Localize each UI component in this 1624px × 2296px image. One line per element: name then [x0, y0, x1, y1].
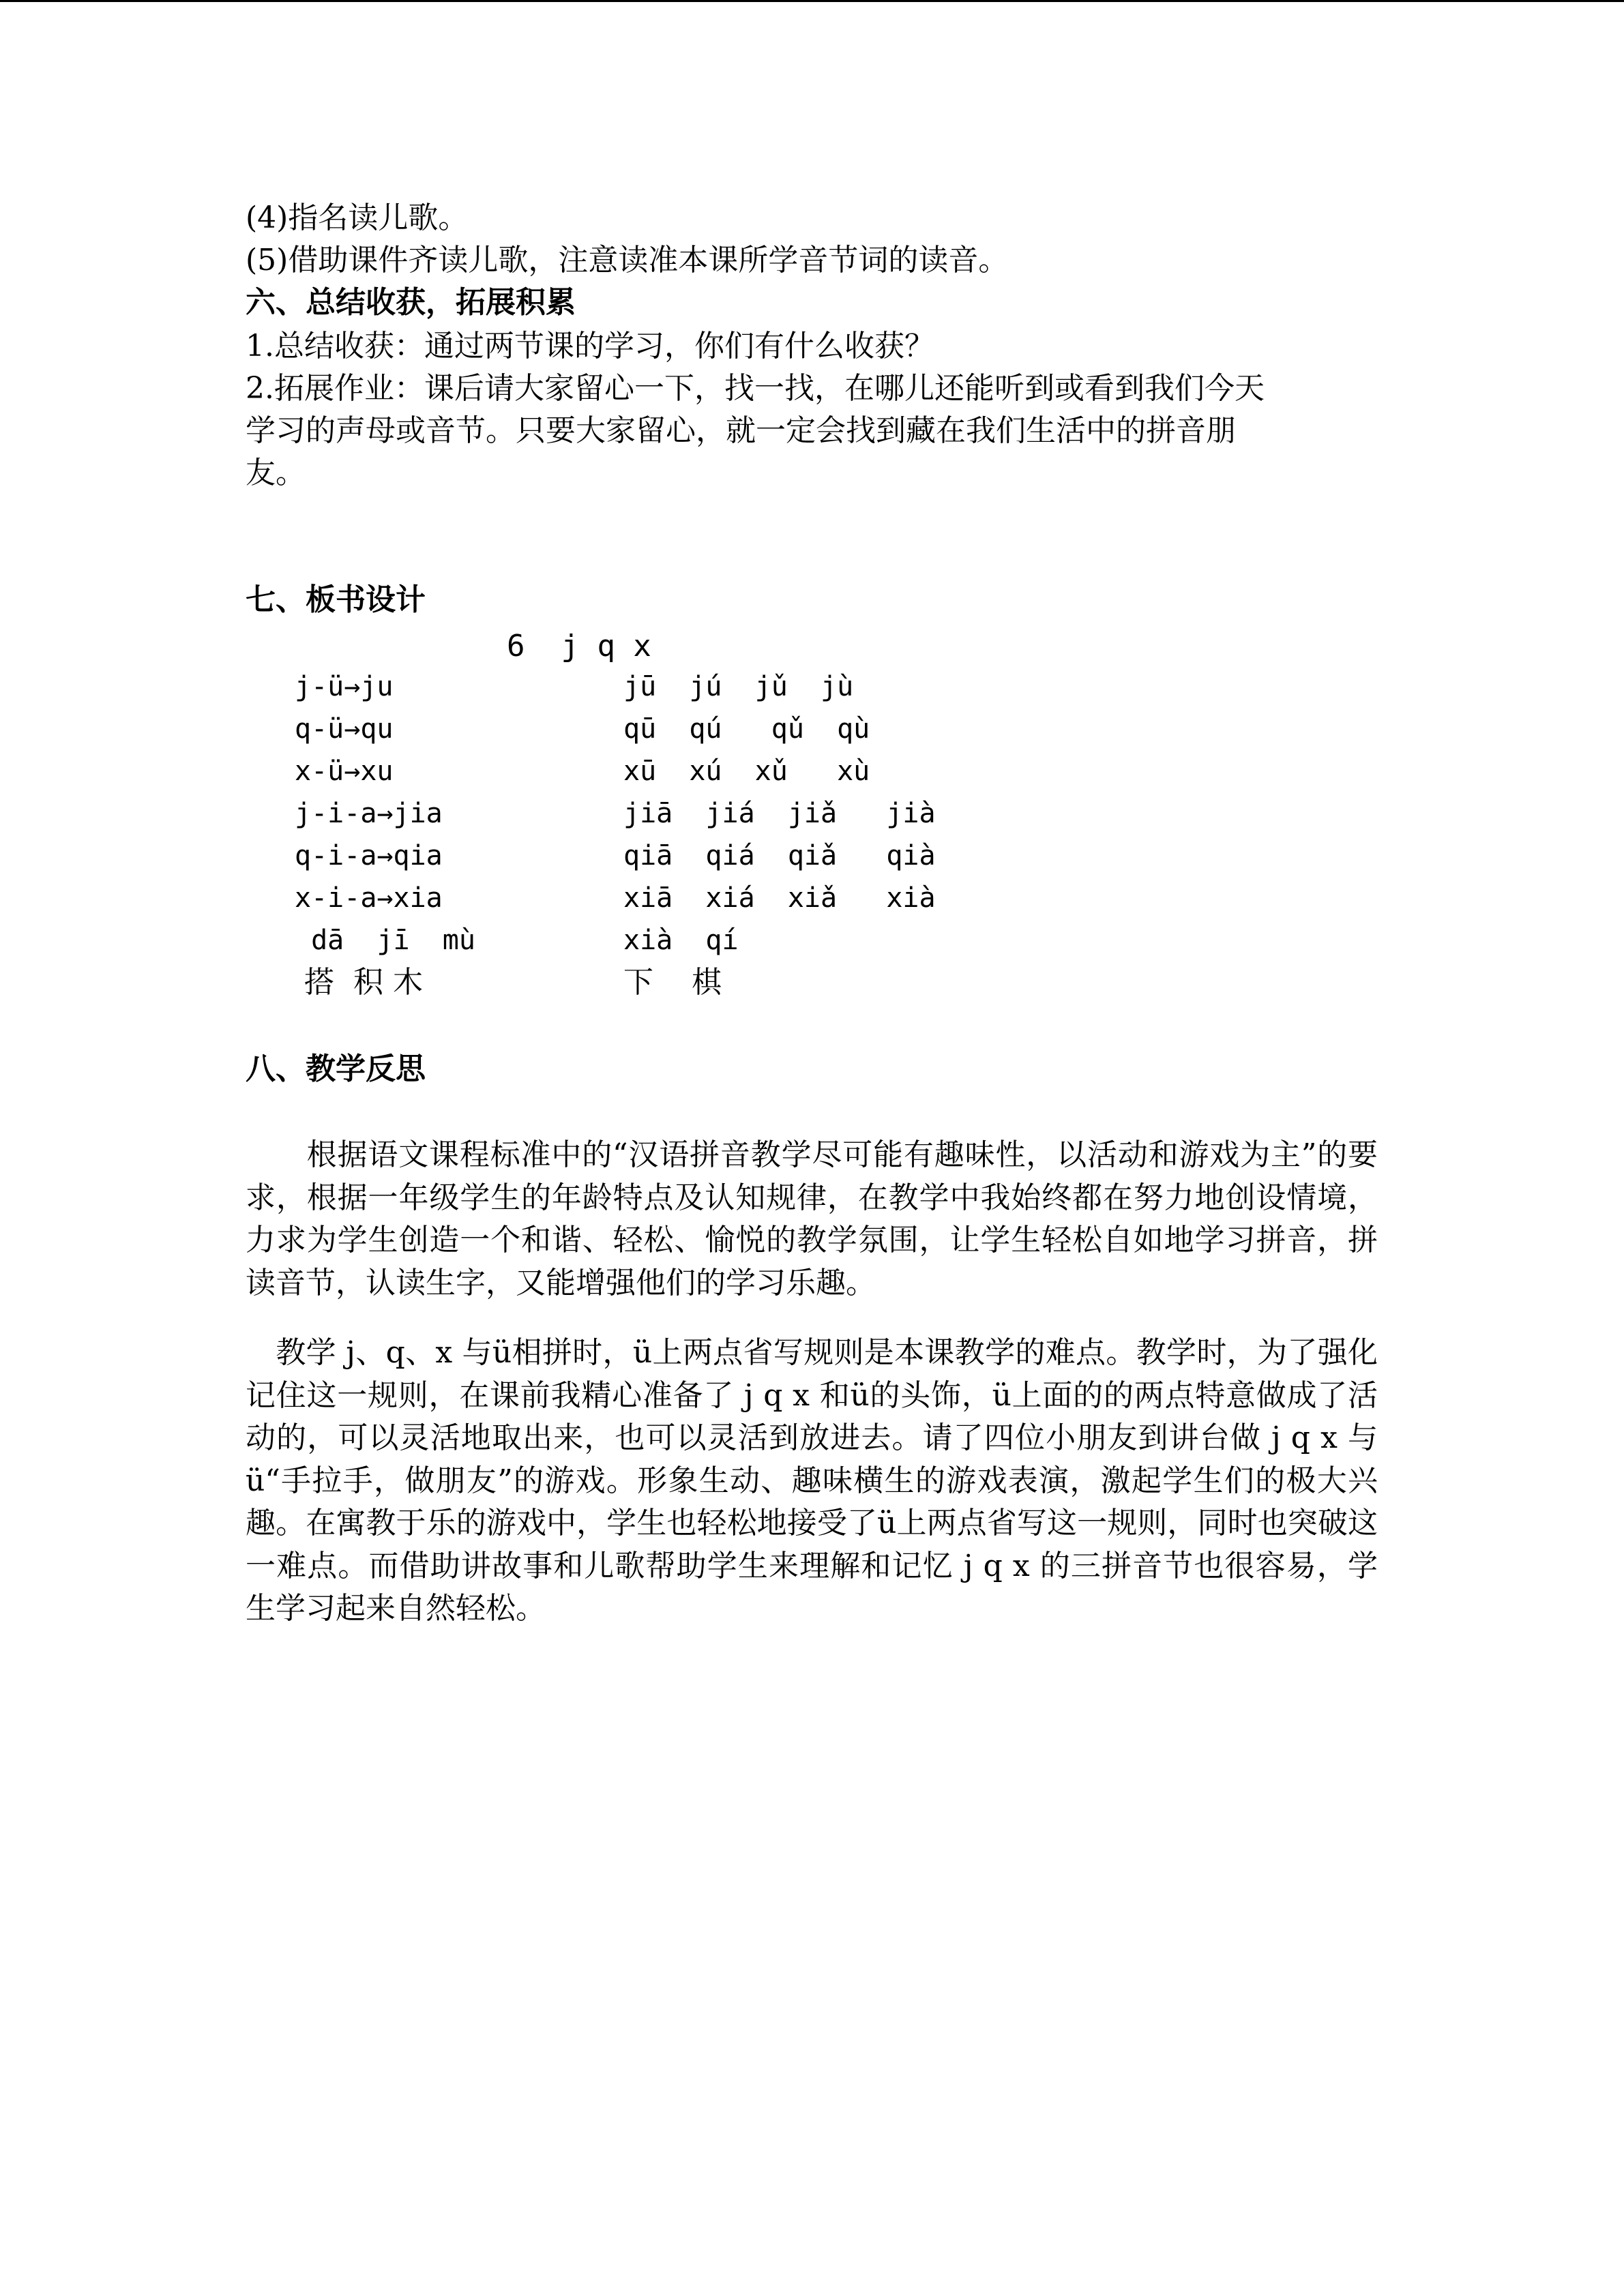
board-left-row-8: 搭 积 木 [295, 965, 423, 1000]
board-right-row-4: jiā jiá jiǎ jià [623, 798, 936, 829]
board-title: 6 j q x [507, 629, 651, 664]
board-left-row-2: q-ü→qu [295, 713, 394, 745]
board-left-row-1: j-ü→ju [295, 671, 394, 702]
board-left-row-6: x-i-a→xia [295, 882, 443, 914]
board-right-row-6: xiā xiá xiǎ xià [623, 882, 936, 914]
board-right-row-5: qiā qiá qiǎ qià [623, 840, 936, 871]
board-left-row-5: q-i-a→qia [295, 840, 443, 871]
section-6-item-1: 1.总结收获：通过两节课的学习，你们有什么收获？ [246, 329, 934, 363]
section-6-heading: 六、总结收获，拓展积累 [246, 285, 576, 320]
board-right-row-1: jū jú jǔ jù [623, 671, 854, 702]
reflection-paragraph-2: 教学 j、q、x 与ü相拼时，ü上两点省写规则是本课教学的难点。教学时，为了强化记住这一规则，在课前我精心准备了 j q x 和ü的头饰，ü上面的的两点特意做成了活动的，可以灵活地取出来，也可以灵活到放进去。请了四位小朋友到讲台做 j q x 与ü“手拉手，做朋友”的游戏。形象生动、趣味横生的游戏表演，激起学生们的极大兴趣。在寓教于乐的游戏中，学生也轻松地接受了ü上两点省写这一规则，同时也突破这一难点。而借助讲故事和儿歌帮助学生来理解和记忆 j q x 的三拼音节也很容易，学生学习起来自然轻松。 [246, 1335, 1378, 1626]
board-left-row-7: dā jī mù [295, 925, 475, 956]
step-4-text: (4)指名读儿歌。 [246, 200, 469, 235]
board-right-row-3: xū xú xǔ xù [623, 756, 870, 787]
section-8-heading: 八、教学反思 [246, 1052, 426, 1086]
board-right-row-2: qū qú qǔ qù [623, 713, 870, 745]
section-7-heading: 七、板书设计 [246, 582, 426, 617]
board-right-row-8: 下 棋 [623, 965, 722, 1000]
section-6-item-2-line-1: 2.拓展作业：课后请大家留心一下，找一找，在哪儿还能听到或看到我们今天 [246, 371, 1265, 406]
board-left-row-3: x-ü→xu [295, 756, 394, 787]
reflection-paragraph-1: 根据语文课程标准中的“汉语拼音教学尽可能有趣味性，以活动和游戏为主”的要求，根据一年级学生的年龄特点及认知规律，在教学中我始终都在努力地创设情境，力求为学生创造一个和谐、轻松、愉悦的教学氛围，让学生轻松自如地学习拼音，拼读音节，认读生字，又能增强他们的学习乐趣。 [246, 1137, 1378, 1300]
section-6-item-2-line-2: 学习的声母或音节。只要大家留心，就一定会找到藏在我们生活中的拼音朋 [246, 413, 1236, 448]
section-6-item-2-line-3: 友。 [246, 456, 306, 490]
board-left-row-4: j-i-a→jia [295, 798, 443, 829]
board-right-row-7: xià qí [623, 925, 739, 956]
document-page [246, 0, 1405, 2296]
step-5-text: (5)借助课件齐读儿歌，注意读准本课所学音节词的读音。 [246, 243, 1009, 278]
